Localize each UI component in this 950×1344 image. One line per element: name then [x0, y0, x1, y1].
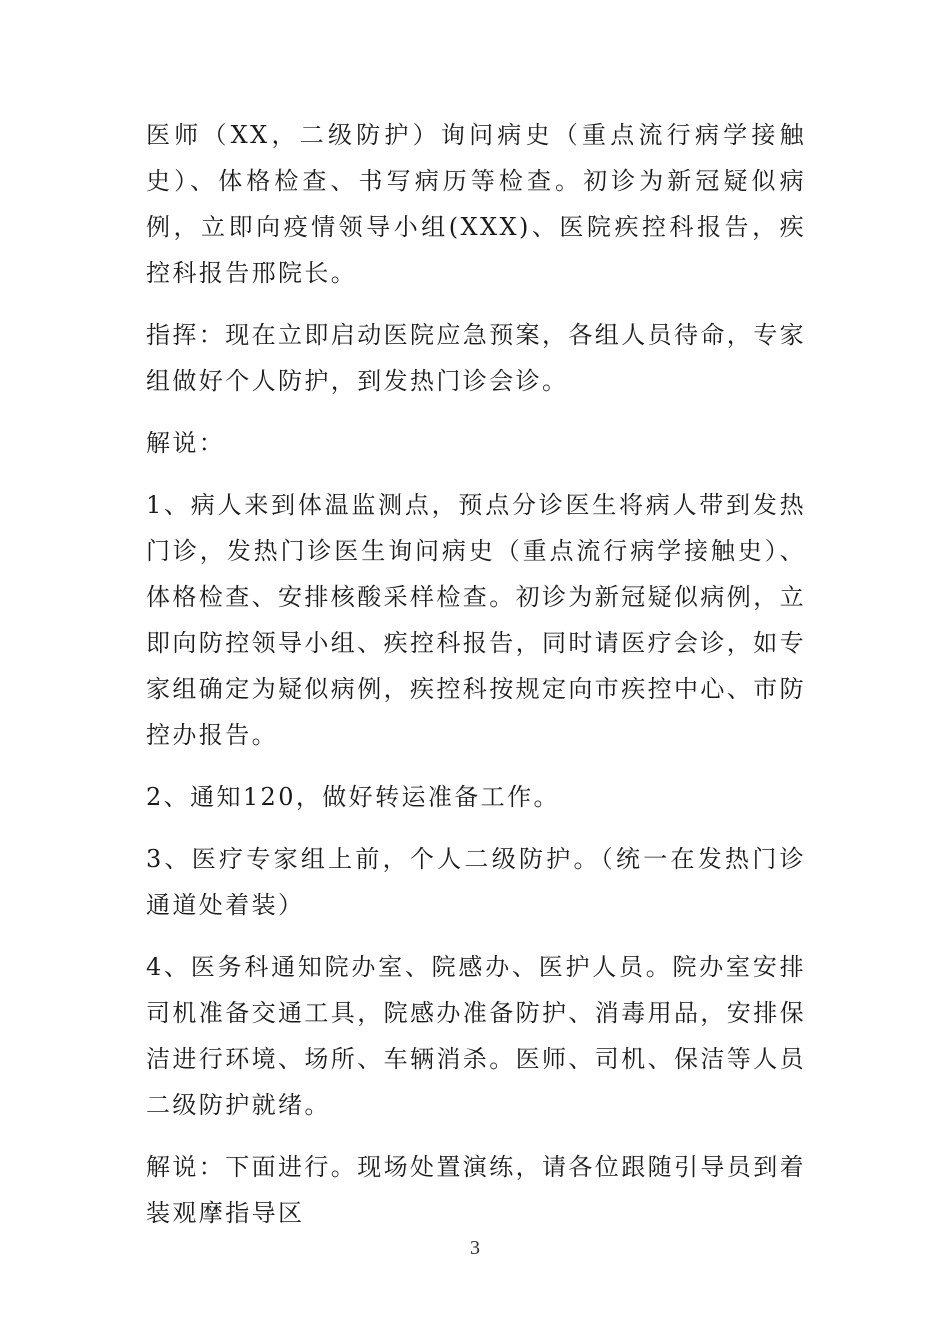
document-page	[146, 112, 806, 1252]
paragraph-step-3: 3、医疗专家组上前，个人二级防护。（统一在发热门诊通道处着装）	[146, 845, 806, 919]
paragraph-physician-history: 医师（XX，二级防护）询问病史（重点流行病学接触史）、体格检查、书写病历等检查。初诊为新冠疑似病例，立即向疫情领导小组(XXX)、医院疾控科报告，疾控科报告邢院长。	[146, 121, 806, 287]
paragraph-step-4: 4、医务科通知院办室、院感办、医护人员。院办室安排司机准备交通工具，院感办准备防护、消毒用品，安排保洁进行环境、场所、车辆消杀。医师、司机、保洁等人员二级防护就绪。	[146, 953, 806, 1119]
paragraph-step-2: 2、通知120，做好转运准备工作。	[146, 783, 560, 811]
paragraph-commentary-heading: 解说：	[146, 429, 226, 457]
paragraph-command: 指挥：现在立即启动医院应急预案，各组人员待命，专家组做好个人防护，到发热门诊会诊。	[146, 321, 806, 395]
page-number: 3	[470, 1237, 480, 1259]
paragraph-step-1: 1、病人来到体温监测点，预点分诊医生将病人带到发热门诊，发热门诊医生询问病史（重点流行病学接触史）、体格检查、安排核酸采样检查。初诊为新冠疑似病例，立即向防控领导小组、疾控科报告，同时请医疗会诊，如专家组确定为疑似病例，疾控科按规定向市疾控中心、市防控办报告。	[146, 491, 806, 749]
paragraph-commentary-closing: 解说：下面进行。现场处置演练，请各位跟随引导员到着装观摩指导区	[146, 1153, 806, 1227]
